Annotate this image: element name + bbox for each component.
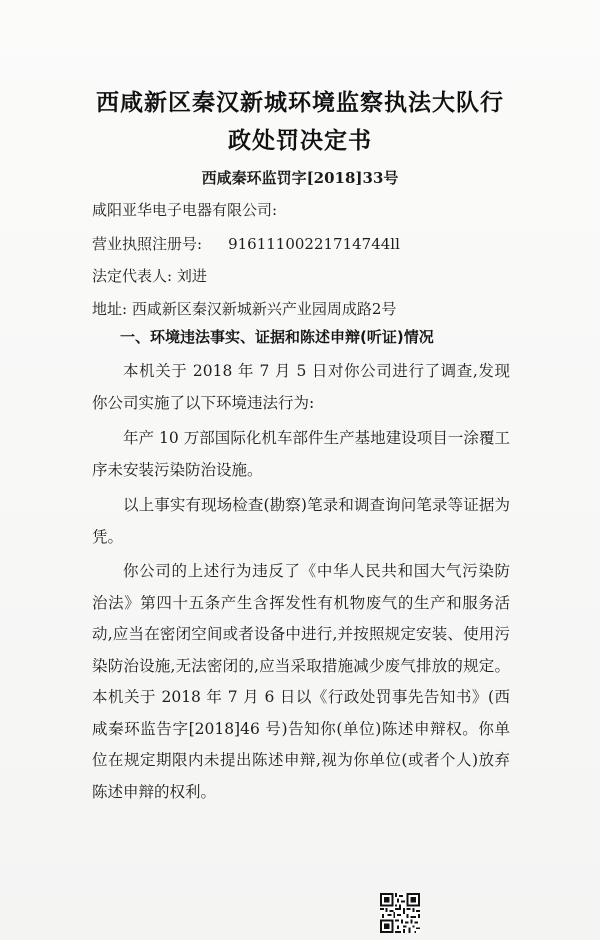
license-field xyxy=(92,233,400,254)
qr-code-icon xyxy=(380,893,420,933)
company-address: 地址: 西咸新区秦汉新城新兴产业园周成路2号 xyxy=(92,300,397,318)
document-title-line-1: 西咸新区秦汉新城环境监察执法大队行 xyxy=(96,90,504,116)
document-number: 西咸秦环监罚字[2018]33号 xyxy=(201,169,399,187)
license-value: 91611100221714744ll xyxy=(228,235,400,253)
paragraph-legal-basis: 你公司的上述行为违反了《中华人民共和国大气污染防治法》第四十五条产生含挥发性有机物废气的生产和服务活动,应当在密闭空间或者设备中进行,并按照规定安装、使用污染防治设施,无法密闭的,应当采取措施减少废气排放的规定。本机关于 2018 年 7 月 6 日以《行政处罚事先告知书》(西咸秦环监告字[2018]46 号)告知你(单位)陈述申辩权。你单位在规定期限内未提出陈述申辩,视为你单位(或者个人)放弃陈述申辩的权利。 xyxy=(92,562,510,801)
paragraph-investigation: 本机关于 2018 年 7 月 5 日对你公司进行了调查,发现你公司实施了以下环境违法行为: xyxy=(92,362,510,412)
document-title-line-2: 政处罚决定书 xyxy=(228,128,372,154)
paragraph-violation-item: 年产 10 万部国际化机车部件生产基地建设项目一涂覆工序未安装污染防治设施。 xyxy=(92,429,510,479)
section-heading-violation-facts: 一、环境违法事实、证据和陈述申辩(听证)情况 xyxy=(120,328,434,346)
legal-representative: 法定代表人: 刘进 xyxy=(92,267,207,285)
paragraph-evidence: 以上事实有现场检查(勘察)笔录和调查询问笔录等证据为凭。 xyxy=(92,496,510,546)
license-label: 营业执照注册号: xyxy=(92,235,203,253)
company-name: 咸阳亚华电子电器有限公司: xyxy=(92,201,278,219)
